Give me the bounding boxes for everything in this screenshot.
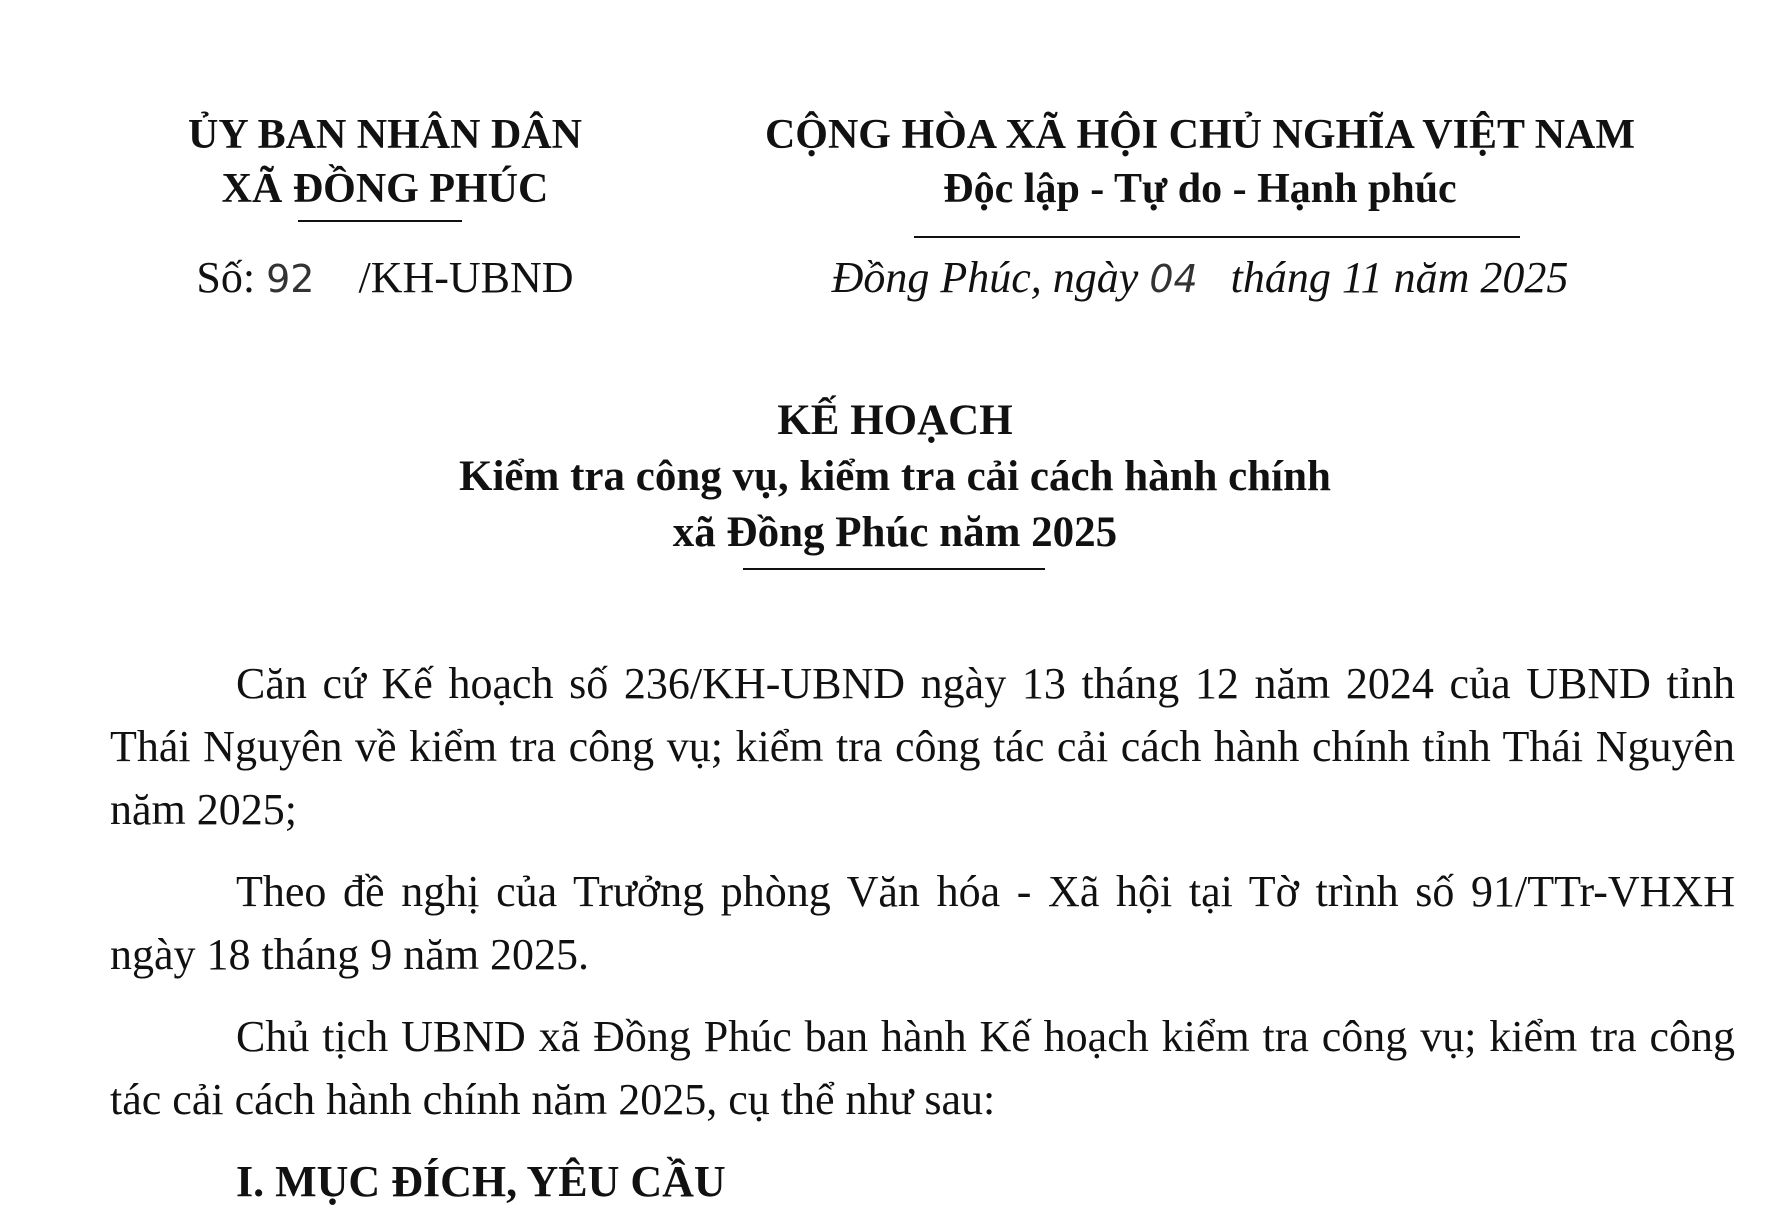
- title-main: KẾ HOẠCH: [777, 397, 1013, 444]
- document-title: [300, 393, 1490, 561]
- place-date: [700, 252, 1700, 303]
- paragraph-issuance: Chủ tịch UBND xã Đồng Phúc ban hành Kế hoạch kiểm tra công vụ; kiểm tra công tác cải cách hành chính năm 2025, cụ thể như sau:: [110, 1012, 1735, 1124]
- motto-underline: [914, 236, 1520, 238]
- agency-underline: [298, 220, 462, 222]
- title-sub-line-2: xã Đồng Phúc năm 2025: [672, 509, 1118, 556]
- agency-line-2: XÃ ĐỒNG PHÚC: [221, 166, 549, 212]
- so-suffix: /KH-UBND: [358, 253, 574, 302]
- title-sub-line-1: Kiểm tra công vụ, kiểm tra cải cách hành chính: [459, 453, 1331, 500]
- national-motto: [700, 108, 1700, 216]
- nation-line-2: Độc lập - Tự do - Hạnh phúc: [943, 166, 1457, 212]
- date-suffix: tháng 11 năm 2025: [1230, 253, 1569, 302]
- section-heading: I. MỤC ĐÍCH, YÊU CẦU: [236, 1157, 726, 1206]
- date-prefix: Đồng Phúc, ngày: [831, 253, 1139, 302]
- paragraph-proposal: Theo đề nghị của Trưởng phòng Văn hóa - Xã hội tại Tờ trình số 91/TTr-VHXH ngày 18 tháng 9 năm 2025.: [110, 867, 1735, 979]
- so-label: Số:: [196, 253, 256, 302]
- agency-line-1: ỦY BAN NHÂN DÂN: [188, 112, 582, 158]
- title-underline: [743, 568, 1045, 570]
- document-number: [155, 252, 615, 303]
- nation-line-1: CỘNG HÒA XÃ HỘI CHỦ NGHĨA VIỆT NAM: [764, 112, 1636, 158]
- so-number: 92: [266, 257, 315, 301]
- paragraph-legal-basis: Căn cứ Kế hoạch số 236/KH-UBND ngày 13 tháng 12 năm 2024 của UBND tỉnh Thái Nguyên về kiểm tra công vụ; kiểm tra công tác cải cách hành chính tỉnh Thái Nguyên năm 2025;: [110, 659, 1735, 834]
- date-day: 04: [1149, 257, 1198, 301]
- document-body: [110, 652, 1735, 1213]
- issuing-agency: [155, 108, 615, 216]
